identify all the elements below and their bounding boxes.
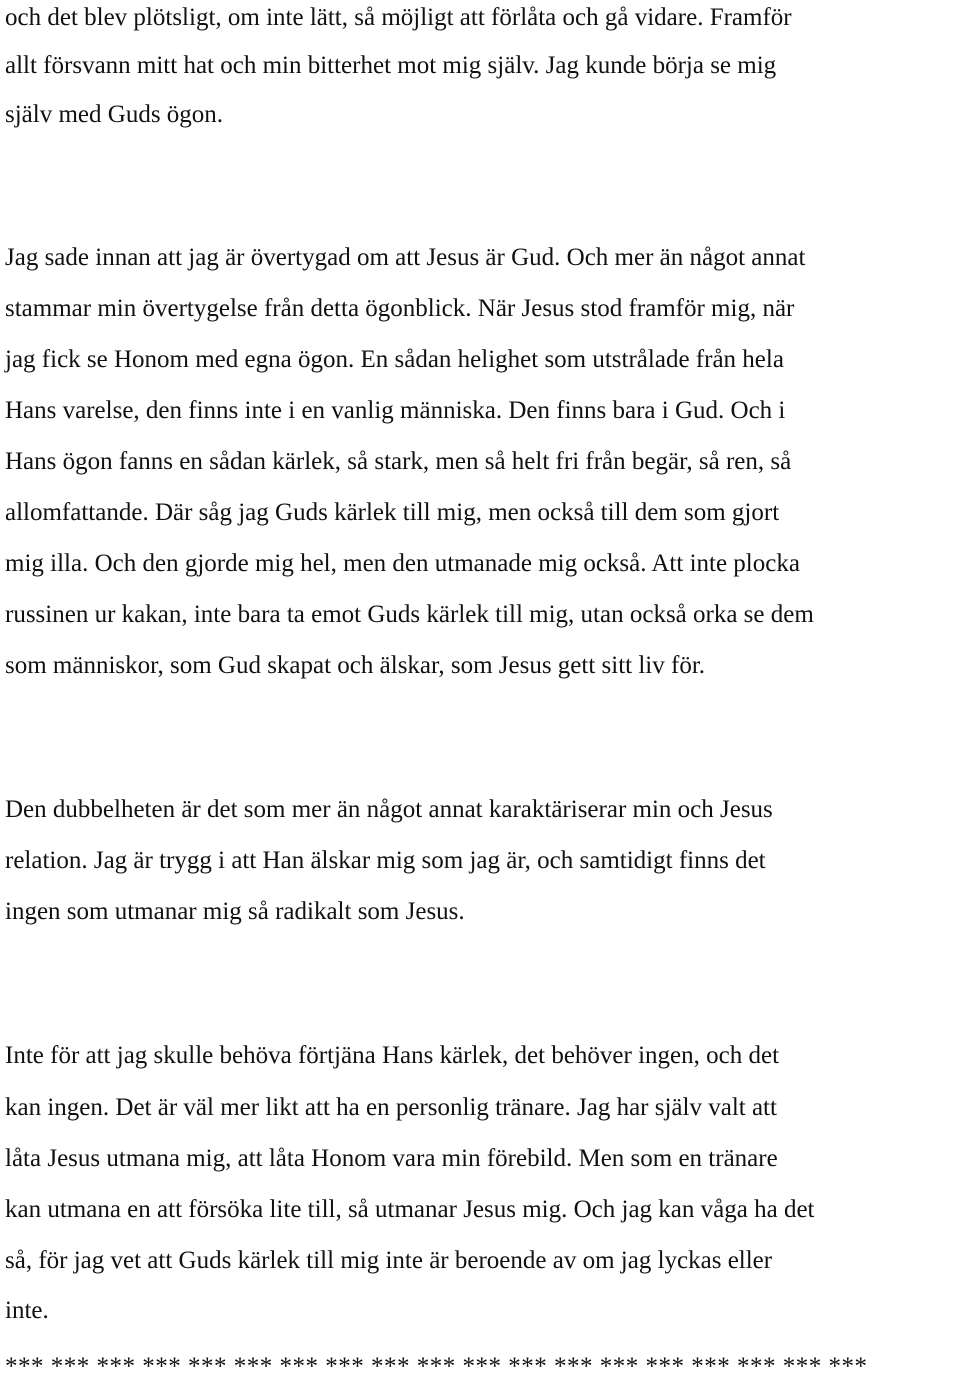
text-line: som människor, som Gud skapat och älskar, som Jesus gett sitt liv för. [5, 652, 706, 679]
text-line: stammar min övertygelse från detta ögonblick. När Jesus stod framför mig, när [5, 295, 795, 322]
text-line: russinen ur kakan, inte bara ta emot Guds kärlek till mig, utan också orka se dem [5, 601, 814, 628]
text-line: relation. Jag är trygg i att Han älskar mig som jag är, och samtidigt finns det [5, 847, 766, 874]
text-line: allomfattande. Där såg jag Guds kärlek till mig, men också till dem som gjort [5, 499, 780, 526]
section-separator: *** *** *** *** *** *** *** *** *** *** *** *** *** *** *** *** *** *** *** [5, 1353, 868, 1380]
text-line: jag fick se Honom med egna ögon. En sådan helighet som utstrålade från hela [5, 346, 784, 373]
text-line: allt försvann mitt hat och min bitterhet mot mig själv. Jag kunde börja se mig [5, 52, 777, 79]
text-line: Hans ögon fanns en sådan kärlek, så stark, men så helt fri från begär, så ren, så [5, 448, 792, 475]
text-line: mig illa. Och den gjorde mig hel, men den utmanade mig också. Att inte plocka [5, 550, 800, 577]
text-line: kan utmana en att försöka lite till, så utmanar Jesus mig. Och jag kan våga ha det [5, 1196, 815, 1223]
text-line: kan ingen. Det är väl mer likt att ha en personlig tränare. Jag har själv valt att [5, 1094, 777, 1121]
text-line: Den dubbelheten är det som mer än något annat karaktäriserar min och Jesus [5, 796, 773, 823]
text-line: inte. [5, 1297, 49, 1324]
text-line: Inte för att jag skulle behöva förtjäna Hans kärlek, det behöver ingen, och det [5, 1042, 780, 1069]
text-line: själv med Guds ögon. [5, 101, 224, 128]
text-line: Jag sade innan att jag är övertygad om att Jesus är Gud. Och mer än något annat [5, 244, 806, 271]
text-line: så, för jag vet att Guds kärlek till mig inte är beroende av om jag lyckas eller [5, 1247, 773, 1274]
text-line: och det blev plötsligt, om inte lätt, så möjligt att förlåta och gå vidare. Framför [5, 4, 792, 31]
text-line: ingen som utmanar mig så radikalt som Jesus. [5, 898, 465, 925]
text-line: Hans varelse, den finns inte i en vanlig människa. Den finns bara i Gud. Och i [5, 397, 786, 424]
text-line: låta Jesus utmana mig, att låta Honom vara min förebild. Men som en tränare [5, 1145, 778, 1172]
